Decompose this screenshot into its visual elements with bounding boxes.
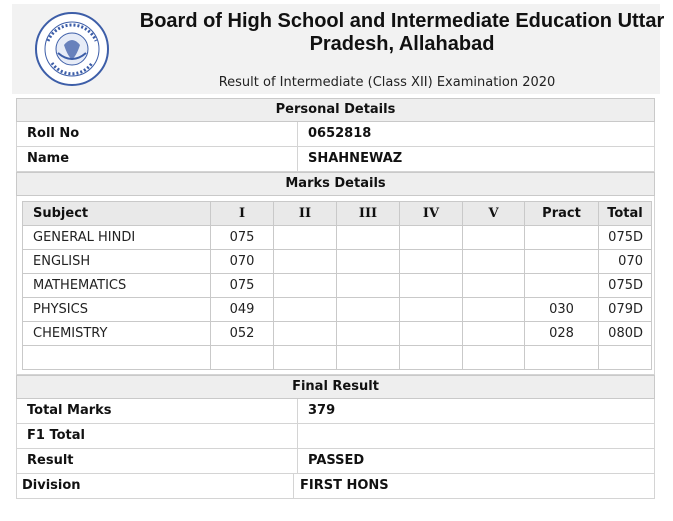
pract-cell: [525, 226, 599, 250]
column-header: IV: [400, 202, 463, 226]
marks-header-row: [23, 202, 652, 226]
column-header: Subject: [23, 202, 211, 226]
column-header: II: [274, 202, 337, 226]
pract-cell: [525, 274, 599, 298]
marks-cell: [337, 322, 400, 346]
marks-cell: 049: [211, 298, 274, 322]
marks-cell: [337, 298, 400, 322]
column-header: V: [463, 202, 525, 226]
marks-cell: [337, 226, 400, 250]
total-cell: [599, 346, 652, 370]
roll-no-label: Roll No: [17, 122, 298, 146]
marks-cell: [274, 226, 337, 250]
marks-cell: [337, 274, 400, 298]
total-marks-label: Total Marks: [17, 399, 298, 423]
f1-total-value: [298, 424, 654, 448]
board-name: Board of High School and Intermediate Education Uttar Pradesh, Allahabad: [139, 10, 665, 55]
column-header: III: [337, 202, 400, 226]
marks-cell: [400, 322, 463, 346]
marks-cell: [463, 322, 525, 346]
marks-table-container: [16, 196, 655, 375]
result-value: PASSED: [308, 453, 365, 468]
marks-cell: [274, 346, 337, 370]
column-header: Pract: [525, 202, 599, 226]
division-row: [16, 474, 655, 499]
marks-cell: [463, 274, 525, 298]
table-row: [23, 322, 652, 346]
final-result-header: Final Result: [16, 375, 655, 399]
result-card: [16, 98, 655, 499]
name-row: [16, 147, 655, 172]
marks-cell: 070: [211, 250, 274, 274]
table-row: [23, 250, 652, 274]
marks-cell: [274, 274, 337, 298]
total-cell: 079D: [599, 298, 652, 322]
table-row: [23, 298, 652, 322]
subject-cell: PHYSICS: [23, 298, 211, 322]
subject-cell: GENERAL HINDI: [23, 226, 211, 250]
marks-cell: [463, 298, 525, 322]
marks-cell: [463, 250, 525, 274]
result-label: Result: [17, 449, 298, 473]
marks-cell: [400, 226, 463, 250]
pract-cell: [525, 250, 599, 274]
column-header: I: [211, 202, 274, 226]
total-marks-value: 379: [308, 403, 336, 418]
table-row: [23, 346, 652, 370]
marks-cell: [400, 274, 463, 298]
marks-cell: [274, 322, 337, 346]
marks-cell: [337, 346, 400, 370]
page-header: [12, 4, 665, 94]
marks-cell: [211, 346, 274, 370]
marks-cell: 075: [211, 226, 274, 250]
personal-details-header: Personal Details: [16, 98, 655, 122]
roll-no-row: [16, 122, 655, 147]
table-row: [23, 274, 652, 298]
total-cell: 080D: [599, 322, 652, 346]
pract-cell: 028: [525, 322, 599, 346]
roll-no-value: 0652818: [308, 126, 372, 141]
result-row: [16, 449, 655, 474]
pract-cell: 030: [525, 298, 599, 322]
marks-cell: [463, 226, 525, 250]
marks-cell: [274, 298, 337, 322]
marks-cell: [463, 346, 525, 370]
marks-cell: [400, 250, 463, 274]
column-header: Total: [599, 202, 652, 226]
total-cell: 075D: [599, 226, 652, 250]
table-row: [23, 226, 652, 250]
marks-cell: [274, 250, 337, 274]
f1-total-row: [16, 424, 655, 449]
up-board-seal-icon: [34, 11, 110, 87]
subject-cell: [23, 346, 211, 370]
marks-cell: [400, 346, 463, 370]
exam-name: Result of Intermediate (Class XII) Examination 2020: [218, 75, 556, 90]
subject-cell: ENGLISH: [23, 250, 211, 274]
total-cell: 070: [599, 250, 652, 274]
total-marks-row: [16, 399, 655, 424]
name-label: Name: [17, 147, 298, 171]
division-label: Division: [17, 474, 294, 498]
marks-details-header: Marks Details: [16, 172, 655, 196]
pract-cell: [525, 346, 599, 370]
subject-cell: MATHEMATICS: [23, 274, 211, 298]
total-cell: 075D: [599, 274, 652, 298]
marks-cell: [337, 250, 400, 274]
name-value: SHAHNEWAZ: [308, 151, 403, 166]
subject-cell: CHEMISTRY: [23, 322, 211, 346]
f1-total-label: F1 Total: [17, 424, 298, 448]
marks-cell: [400, 298, 463, 322]
marks-table: [22, 201, 652, 370]
marks-cell: 052: [211, 322, 274, 346]
marks-cell: 075: [211, 274, 274, 298]
division-value: FIRST HONS: [300, 478, 389, 493]
